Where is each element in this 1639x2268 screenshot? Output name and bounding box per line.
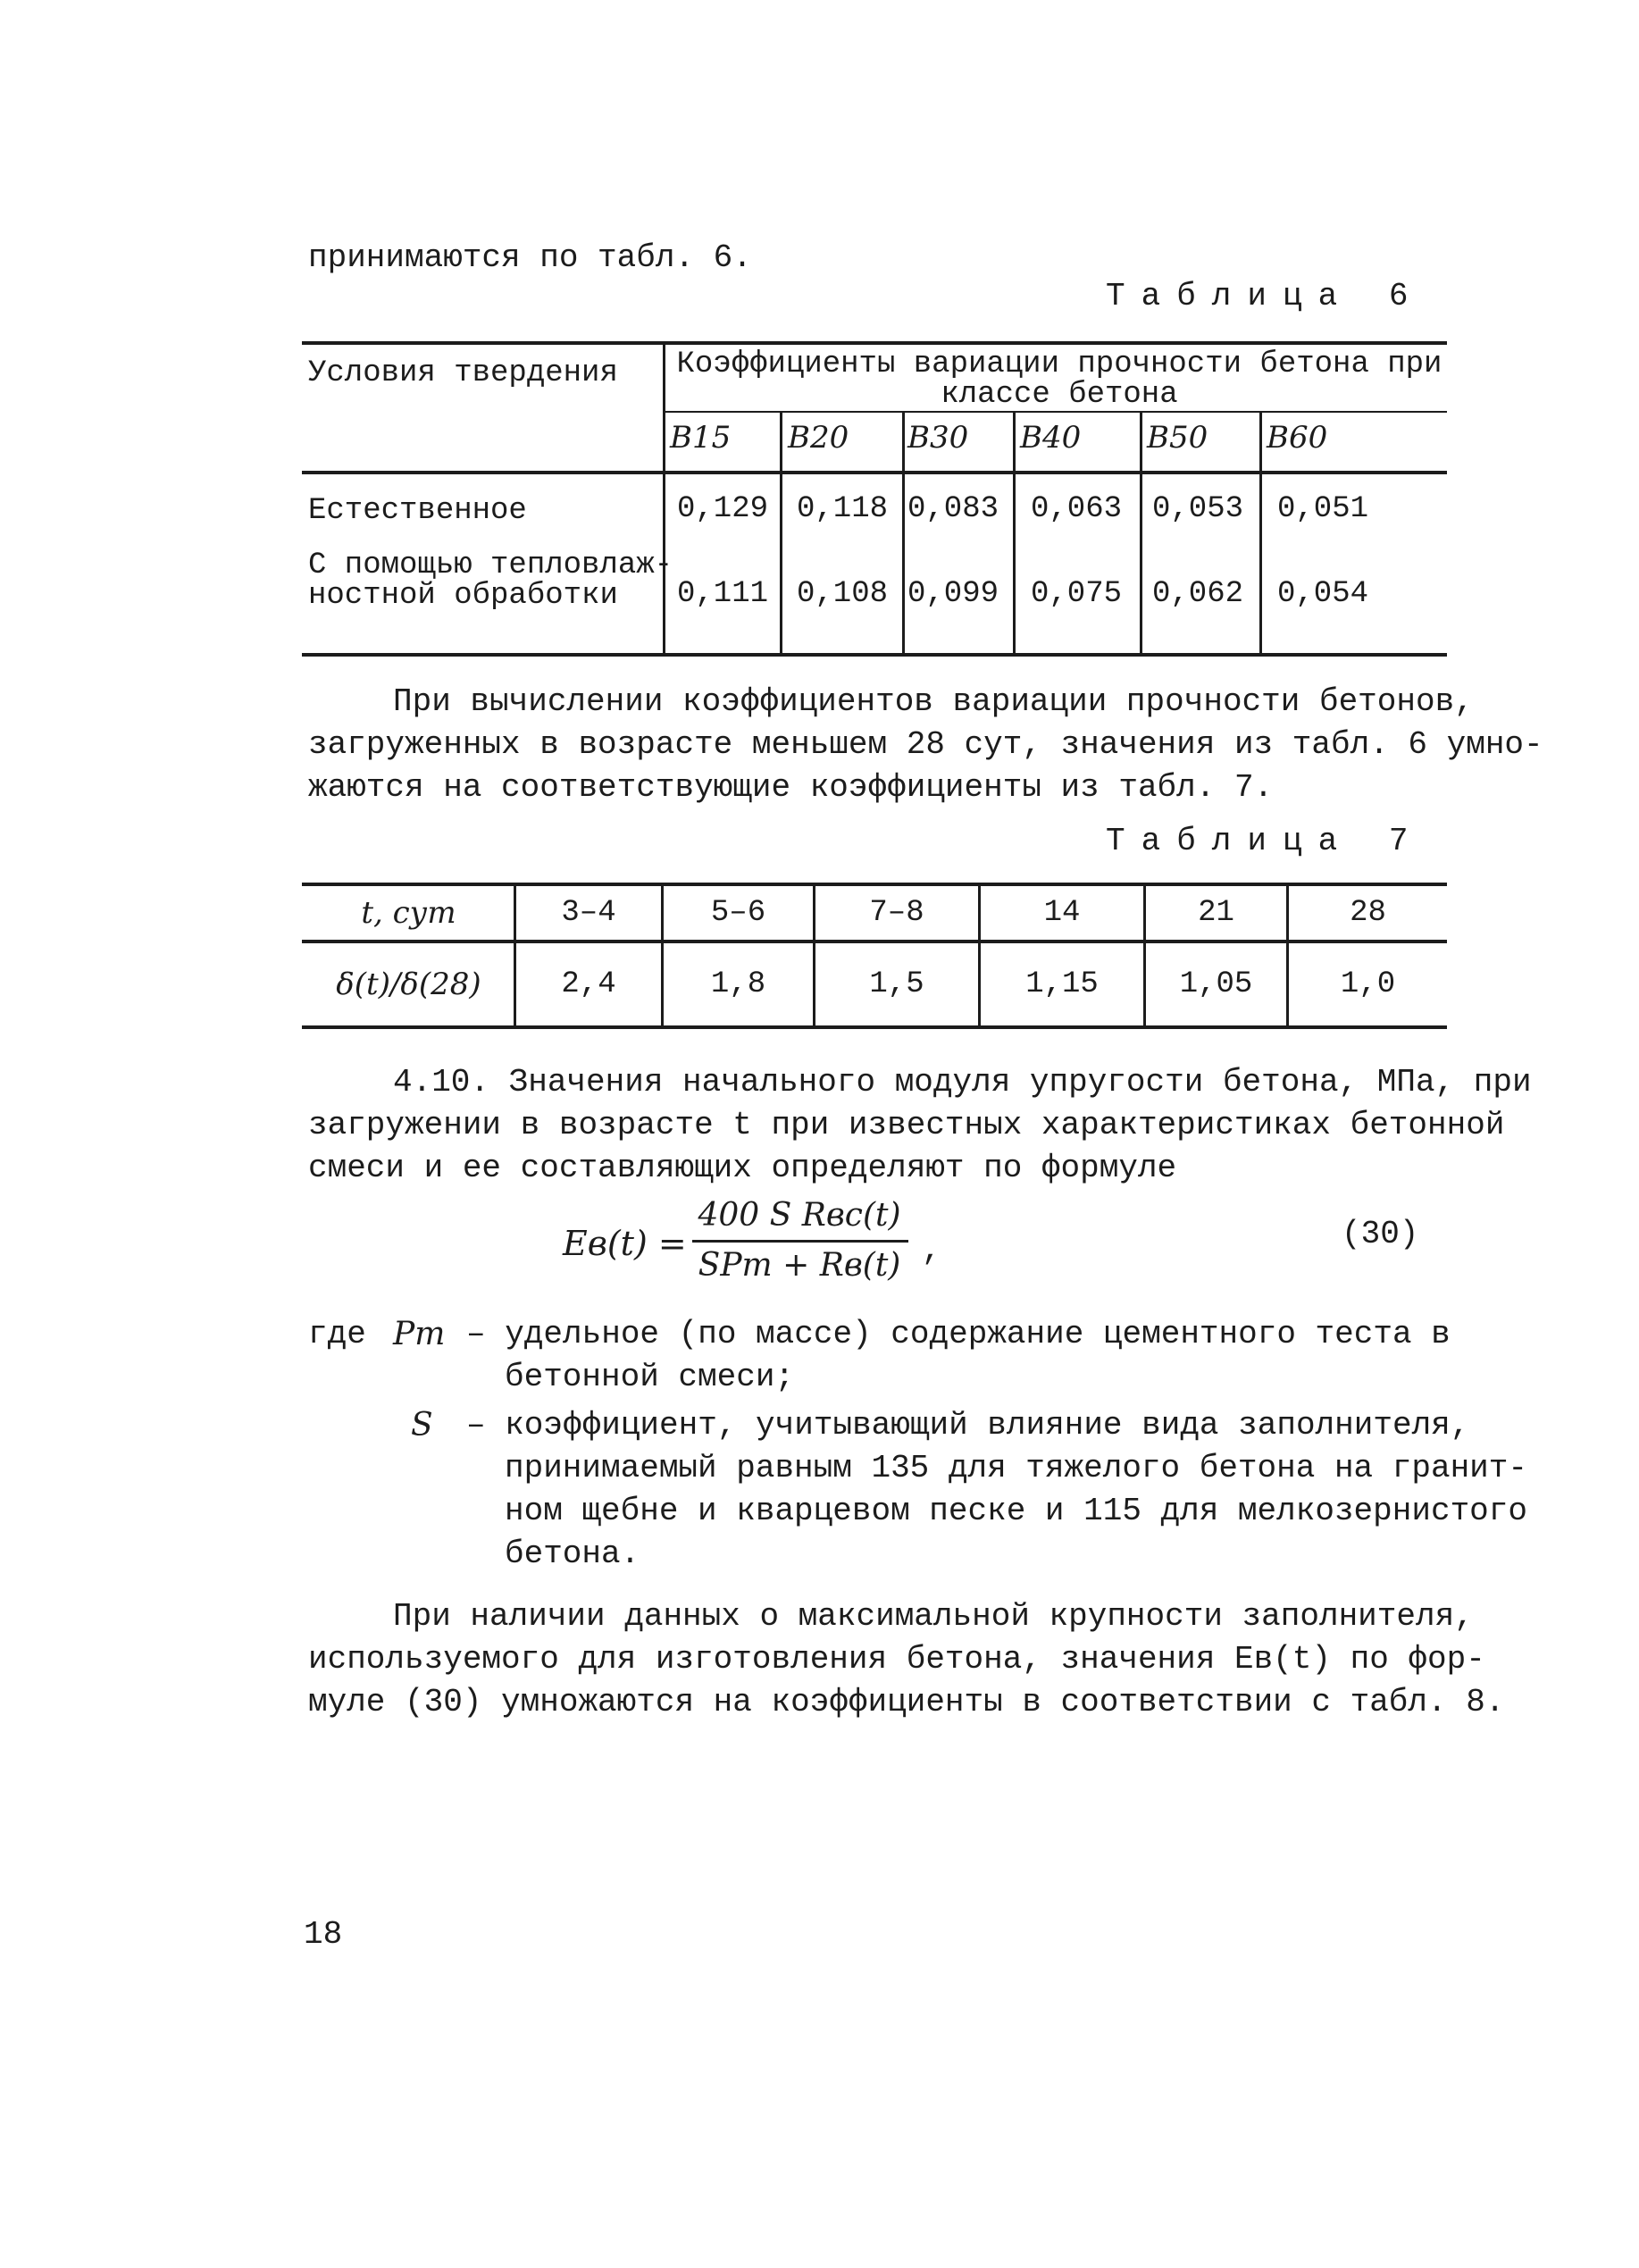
- table7-top-rule: [302, 883, 1447, 886]
- table7-row1-label: t, сут: [361, 895, 456, 931]
- defs-line: бетонной смеси;: [505, 1359, 795, 1395]
- defs-lead: где: [308, 1316, 366, 1352]
- table6-header-conditions: Условия твердения: [308, 356, 618, 390]
- table7-bottom-rule: [302, 1025, 1447, 1029]
- paragraph-line: используемого для изготовления бетона, значения Eв(t) по фор-: [308, 1641, 1485, 1678]
- table6-vline: [780, 413, 782, 655]
- formula-fraction-bar: [692, 1240, 908, 1243]
- table7-cell: 1,05: [1179, 967, 1253, 1001]
- defs-line: принимаемый равным 135 для тяжелого бетона на гранит-: [505, 1450, 1527, 1486]
- table6-head-bottom-rule: [302, 471, 1447, 474]
- table6-cell: 0,051: [1277, 492, 1369, 526]
- formula-trailing-comma: ,: [922, 1232, 941, 1268]
- table6-vline: [1140, 413, 1142, 655]
- table6-cell: 0,062: [1152, 577, 1244, 611]
- paragraph-line: 4.10. Значения начального модуля упругости бетона, МПа, при: [393, 1064, 1532, 1101]
- table6-cell: 0,111: [677, 577, 769, 611]
- table6-cell: 0,083: [907, 492, 999, 526]
- table6-vline: [902, 413, 905, 655]
- table6-header-coeff: [672, 349, 1447, 410]
- intro-line: принимаются по табл. 6.: [308, 239, 752, 276]
- table6-class: В50: [1147, 420, 1208, 456]
- formula-lhs: Eв(t) =: [563, 1224, 687, 1263]
- table7-mid-rule: [302, 940, 1447, 943]
- paragraph-line: При вычислении коэффициентов вариации прочности бетонов,: [393, 683, 1474, 720]
- defs-symbol: Pт: [393, 1316, 446, 1352]
- table7-cell: 1,15: [1025, 967, 1099, 1001]
- paragraph-line: При наличии данных о максимальной крупности заполнителя,: [393, 1598, 1474, 1635]
- table6-class: В40: [1020, 420, 1082, 456]
- table6-cell: 0,075: [1031, 577, 1123, 611]
- table7-cell: 14: [1043, 896, 1081, 930]
- table7-cell: 7–8: [869, 896, 924, 930]
- defs-line: – коэффициент, учитывающий влияние вида заполнителя,: [466, 1407, 1470, 1444]
- table6-row-label: [308, 550, 673, 611]
- defs-line: ном щебне и кварцевом песке и 115 для мелкозернистого: [505, 1493, 1527, 1529]
- table6-vline: [1013, 413, 1016, 655]
- table7-cell: 3–4: [561, 896, 616, 930]
- table7-cell: 28: [1350, 896, 1386, 930]
- defs-line: – удельное (по массе) содержание цементного теста в: [466, 1316, 1451, 1352]
- formula-numerator: 400 S Rвc(t): [698, 1197, 901, 1234]
- table7-cell: 21: [1198, 896, 1234, 930]
- table6-cell: 0,099: [907, 577, 999, 611]
- table6-row-label-line1: С помощью тепловлаж-: [308, 548, 673, 582]
- paragraph-line: загруженных в возрасте меньшем 28 сут, значения из табл. 6 умно-: [308, 726, 1543, 763]
- table7-cell: 1,8: [710, 967, 766, 1001]
- paragraph-line: муле (30) умножаются на коэффициенты в соответствии с табл. 8.: [308, 1684, 1505, 1720]
- page-number: 18: [304, 1916, 343, 1953]
- table6-cell: 0,118: [797, 492, 889, 526]
- paragraph-line: жаются на соответствующие коэффициенты из табл. 7.: [308, 769, 1274, 806]
- table6-class: В15: [670, 420, 732, 456]
- table6-cell: 0,053: [1152, 492, 1244, 526]
- table6-class: В30: [907, 420, 969, 456]
- table7-caption: Таблица 7: [1106, 823, 1425, 859]
- table7-cell: 1,0: [1340, 967, 1396, 1001]
- table6-class: В60: [1267, 420, 1328, 456]
- formula-number: (30): [1342, 1216, 1419, 1252]
- table6-top-rule: [302, 341, 1447, 345]
- table7-row2-label: δ(t)/δ(28): [336, 967, 481, 1002]
- paragraph-line: загружении в возрасте t при известных характеристиках бетонной: [308, 1107, 1505, 1143]
- table6-class: В20: [788, 420, 849, 456]
- table7-cell: 1,5: [869, 967, 924, 1001]
- table6-row-label-line2: ностной обработки: [308, 579, 618, 613]
- paragraph-line: смеси и ее составляющих определяют по формуле: [308, 1150, 1177, 1186]
- table6-header-coeff-line2: классе бетона: [941, 378, 1178, 412]
- table7-cell: 2,4: [561, 967, 616, 1001]
- table6-caption: Таблица 6: [1106, 278, 1425, 314]
- table6-cell: 0,054: [1277, 577, 1369, 611]
- defs-symbol: S: [411, 1407, 433, 1444]
- table6-bottom-rule: [302, 653, 1447, 657]
- table6-cell: 0,063: [1031, 492, 1123, 526]
- table6-cell: 0,108: [797, 577, 889, 611]
- table6-cell: 0,129: [677, 492, 769, 526]
- table6-header-coeff-line1: Коэффициенты вариации прочности бетона при: [676, 347, 1442, 381]
- defs-line: бетона.: [505, 1536, 640, 1572]
- formula-denominator: SPт + Rв(t): [698, 1247, 901, 1284]
- table6-row-label: Естественное: [308, 494, 527, 528]
- table6-vline: [1259, 413, 1262, 655]
- table7-cell: 5–6: [710, 896, 766, 930]
